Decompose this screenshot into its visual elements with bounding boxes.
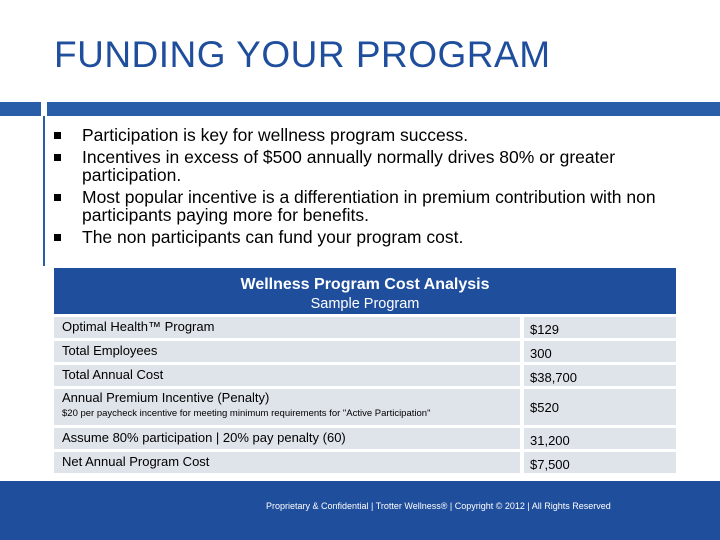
title-divider (47, 102, 720, 116)
row-value: $38,700 (524, 365, 676, 386)
bullet-icon (54, 132, 61, 139)
bullet-icon (54, 234, 61, 241)
bullet-item: Incentives in excess of $500 annually normally drives 80% or greater participation. (54, 148, 694, 184)
bullet-item: Most popular incentive is a differentiation in premium contribution with non participants paying more for benefits. (54, 188, 694, 224)
row-value: $129 (524, 317, 676, 338)
row-label: Assume 80% participation | 20% pay penalty (60) (54, 428, 520, 449)
table-row (54, 365, 676, 386)
row-note: $20 per paycheck incentive for meeting minimum requirements for "Active Participation" (62, 408, 431, 419)
bullet-icon (54, 154, 61, 161)
footer-text: Proprietary & Confidential | Trotter Wellness® | Copyright © 2012 | All Rights Reserved (266, 501, 611, 511)
row-label-cell (54, 389, 520, 425)
table-row (54, 317, 676, 338)
row-label: Net Annual Program Cost (54, 452, 520, 473)
table-row (54, 428, 676, 449)
row-label: Annual Premium Incentive (Penalty) (62, 390, 270, 405)
bullet-icon (54, 194, 61, 201)
title-divider (0, 102, 41, 116)
cost-analysis-table (54, 268, 676, 473)
bullet-item: The non participants can fund your program cost. (54, 228, 694, 246)
vertical-accent-line (43, 116, 45, 266)
row-label: Total Employees (54, 341, 520, 362)
row-value: 300 (524, 341, 676, 362)
table-row (54, 389, 676, 425)
table-row (54, 341, 676, 362)
table-subtitle: Sample Program (310, 296, 420, 312)
bullet-item: Participation is key for wellness program success. (54, 126, 694, 144)
table-row (54, 452, 676, 473)
bullet-list (54, 126, 694, 250)
row-label: Total Annual Cost (54, 365, 520, 386)
row-label: Optimal Health™ Program (54, 317, 520, 338)
slide-title: FUNDING YOUR PROGRAM (54, 34, 551, 75)
table-title: Wellness Program Cost Analysis (240, 276, 490, 293)
row-value: $7,500 (524, 452, 676, 473)
row-value: $520 (524, 389, 676, 425)
row-value: 31,200 (524, 428, 676, 449)
table-header (54, 268, 676, 314)
